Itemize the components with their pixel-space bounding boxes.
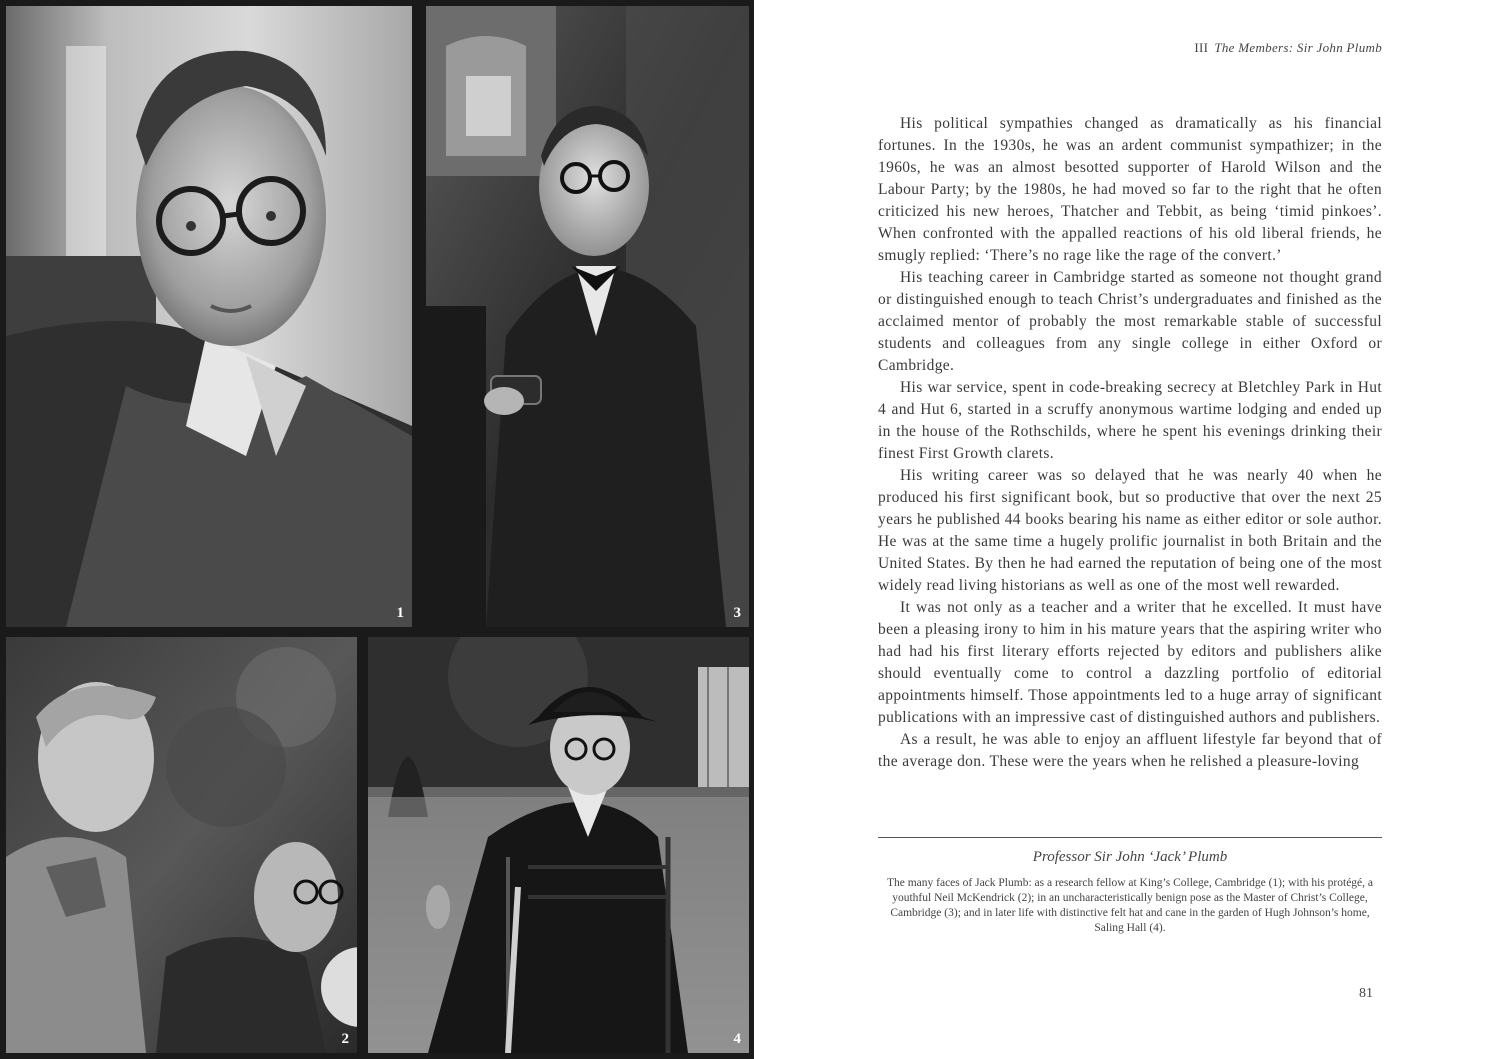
caption-title: Professor Sir John ‘Jack’ Plumb [1032, 849, 1228, 865]
portrait-young-man-image [6, 6, 412, 627]
caption-text: The many faces of Jack Plumb: as a research fellow at King’s College, Cambridge (1); with his protégé, a youthful Neil McKendrick (2); in an uncharacteristically benign pose as the Master of Christ’s College, Cambridge (3); and in later life with distinctive felt hat and cane in the garden of Hugh Johnson’s home, Saling Hall (4). [886, 877, 1374, 934]
photo-number: 2 [341, 1031, 349, 1047]
photo-number: 3 [733, 605, 741, 621]
portrait-man-bow-tie-image [426, 6, 749, 627]
section-number: III [1194, 40, 1209, 55]
text-page [754, 0, 1500, 1059]
two-men-garden-image [6, 637, 357, 1053]
section-title: The Members: Sir John Plumb [1214, 40, 1382, 55]
photo-3 [426, 6, 749, 627]
paragraph: His teaching career in Cambridge started as someone not thought grand or distinguished enough to teach Christ’s undergraduates and finished as the acclaimed mentor of probably the most remarkable stable of successful students and colleagues from any single college in either Oxford or Cambridge. [878, 269, 1382, 374]
paragraph: As a result, he was able to enjoy an affluent lifestyle far beyond that of the average don. These were the years when he relished a pleasure-loving [878, 731, 1382, 770]
photo-4 [368, 637, 749, 1053]
running-head [1194, 40, 1382, 56]
paragraph: His war service, spent in code-breaking secrecy at Bletchley Park in Hut 4 and Hut 6, started in a scruffy anonymous wartime lodging and ended up in the house of the Rothschilds, where he spent his evenings drinking their finest First Growth clarets. [878, 379, 1382, 462]
paragraph: It was not only as a teacher and a writer that he excelled. It must have been a pleasing irony to him in his mature years that the aspiring writer who had had his first literary efforts rejected by editors and publishers alike should eventually come to control a dazzling portfolio of editorial appointments himself. Those appointments led to a huge array of significant publications with an impressive cast of distinguished authors and publishers. [878, 599, 1382, 726]
paragraph: His political sympathies changed as dramatically as his financial fortunes. In the 1930s, he was an ardent communist sympathizer; in the 1960s, he was an almost besotted supporter of Harold Wilson and the Labour Party; by the 1980s, he had moved so far to the right that he often criticized his new heroes, Thatcher and Tebbit, as being ‘timid pinkoes’. When confronted with the appalled reactions of his old liberal friends, he smugly replied: ‘There’s no rage like the rage of the convert.’ [878, 115, 1382, 264]
photo-number: 1 [396, 605, 404, 621]
man-felt-hat-cane-image [368, 637, 749, 1053]
body-text [878, 113, 1382, 773]
caption-divider [878, 837, 1382, 838]
page-number: 81 [1359, 986, 1373, 1001]
photo-1 [6, 6, 412, 627]
paragraph: His writing career was so delayed that he was nearly 40 when he produced his first significant book, but so productive that over the next 25 years he published 44 books bearing his name as either editor or sole author. He was at the same time a hugely prolific journalist in both Britain and the United States. By then he had earned the reputation of being one of the most widely read living historians as well as one of the most well rewarded. [878, 467, 1382, 594]
photo-number: 4 [733, 1031, 741, 1047]
photo-2 [6, 637, 357, 1053]
